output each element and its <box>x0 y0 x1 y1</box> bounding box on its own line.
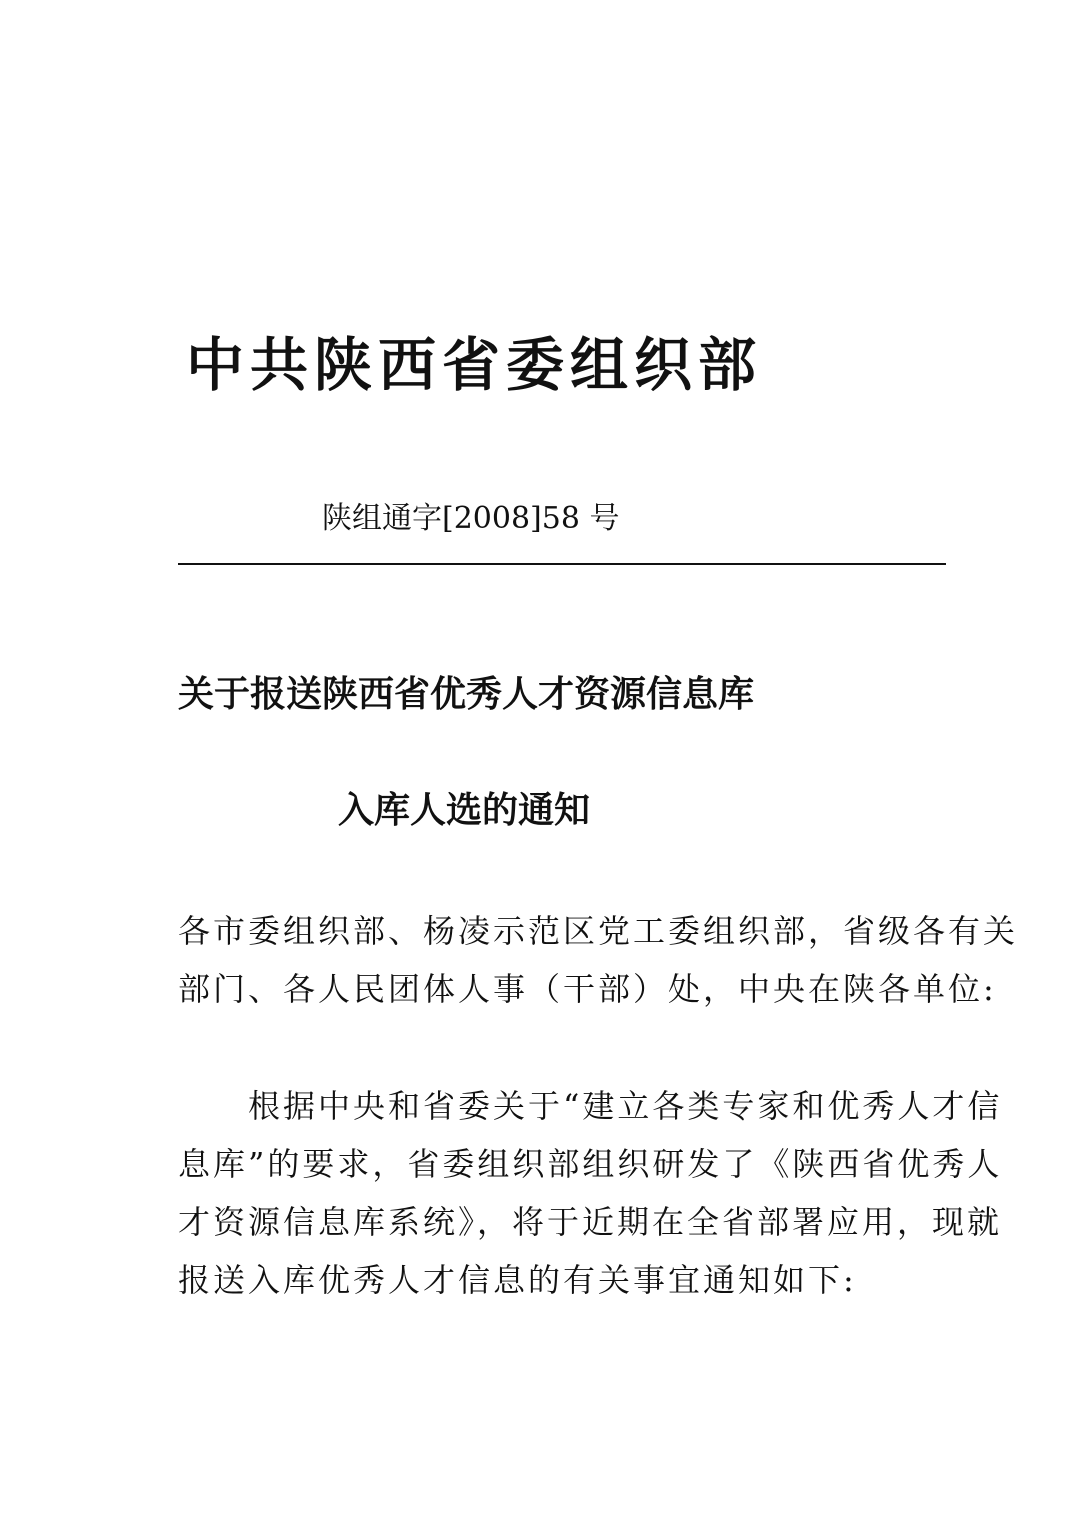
body-line: 根据中央和省委关于“建立各类专家和优秀人才信 <box>248 1087 1003 1125</box>
issuing-organization-title: 中共陕西省委组织部 <box>186 331 763 399</box>
addressee-paragraph <box>178 902 1019 1018</box>
notice-title-line-2: 入库人选的通知 <box>338 789 591 831</box>
addressee-line: 部门、各人民团体人事（干部）处，中央在陕各单位: <box>178 970 997 1008</box>
body-line: 息库”的要求，省委组织部组织研发了《陕西省优秀人 <box>178 1145 1003 1183</box>
header-divider <box>178 563 946 565</box>
body-line: 报送入库优秀人才信息的有关事宜通知如下: <box>178 1261 857 1299</box>
body-paragraph <box>178 1077 1003 1309</box>
addressee-line: 各市委组织部、杨凌示范区党工委组织部，省级各有关 <box>178 912 1019 950</box>
notice-title-line-1: 关于报送陕西省优秀人才资源信息库 <box>178 673 755 715</box>
document-number: 陕组通字[2008]58 号 <box>322 501 620 536</box>
body-line: 才资源信息库系统》，将于近期在全省部署应用，现就 <box>178 1203 1003 1241</box>
